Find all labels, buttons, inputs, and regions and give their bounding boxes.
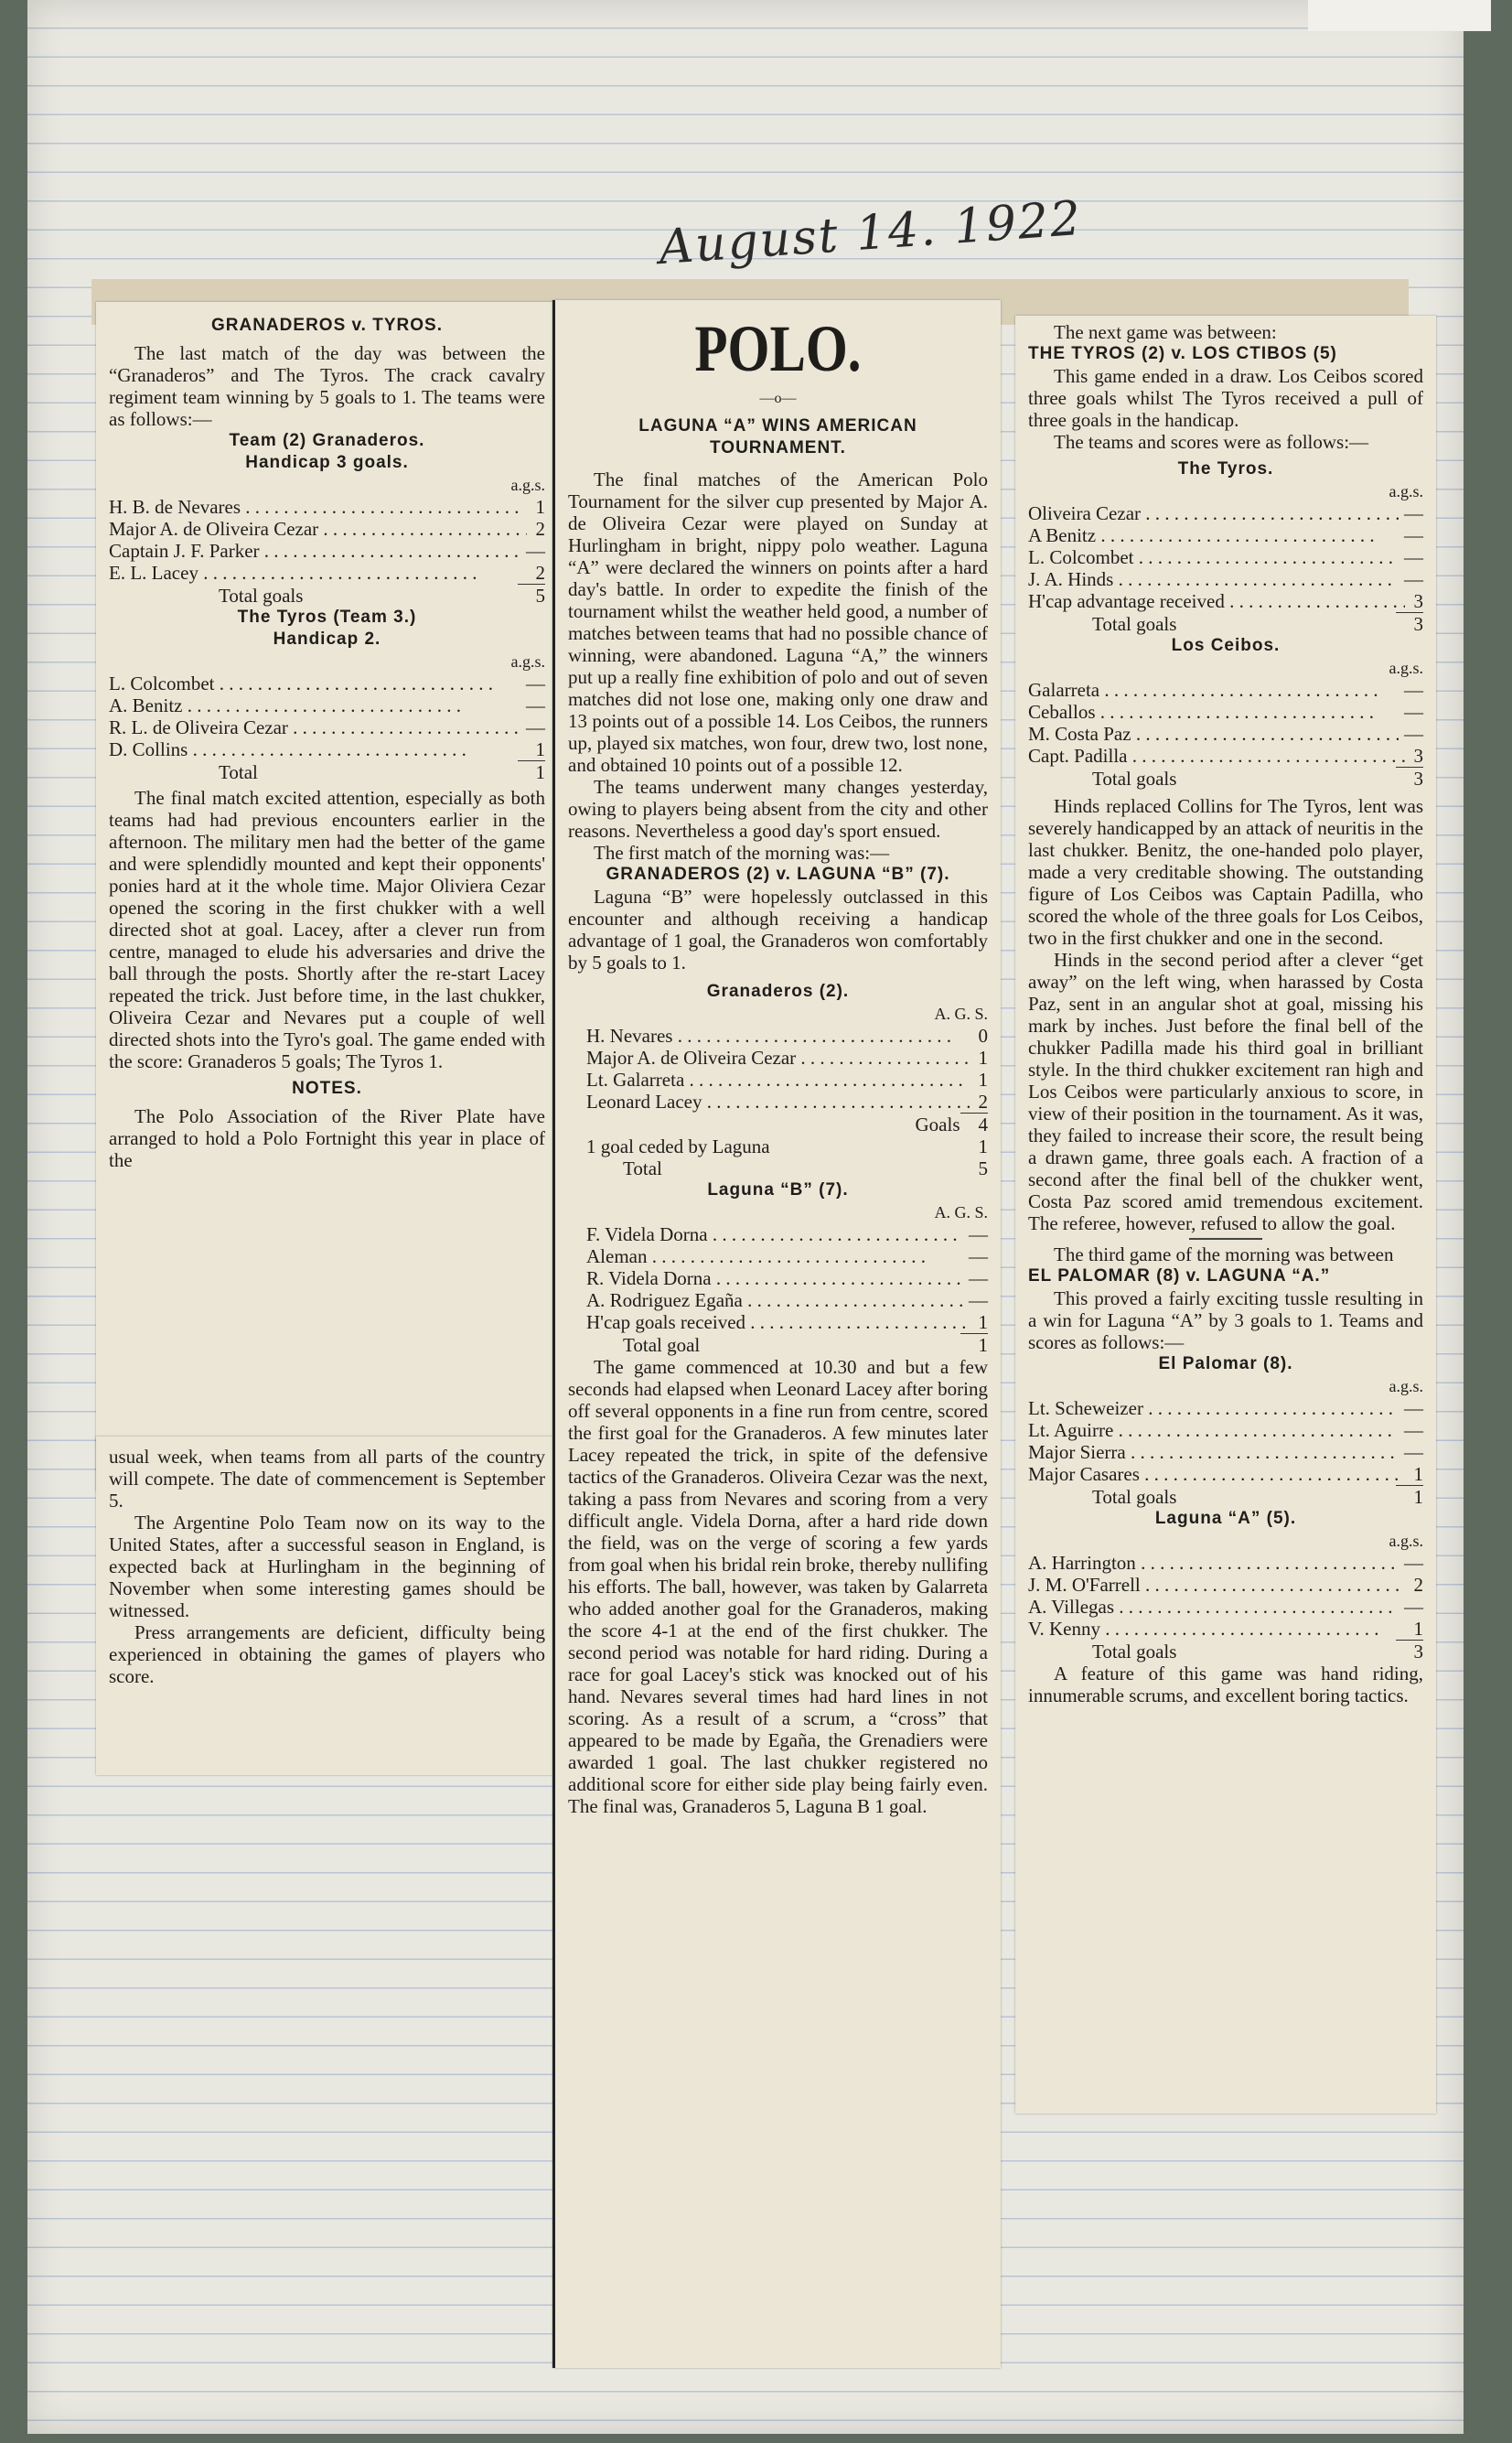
- player-score: —: [526, 673, 545, 694]
- player-score: —: [969, 1289, 988, 1311]
- player-row: [586, 1069, 988, 1091]
- player-name: Major A. de Oliveira Cezar . . .: [586, 1047, 970, 1069]
- total-row: [109, 761, 545, 783]
- player-score: 1: [978, 1311, 988, 1333]
- player-name: D. Collins . . .: [109, 738, 527, 760]
- total-label: Total: [219, 761, 258, 783]
- player-list: [109, 496, 545, 584]
- ceded-row: [568, 1135, 988, 1157]
- team-title: Los Ceibos.: [1171, 636, 1281, 655]
- player-name: R. Videla Dorna . . .: [586, 1267, 963, 1289]
- total-row: [1028, 1641, 1423, 1663]
- notes-paragraph: The Argentine Polo Team now on its way to the United States, after a successful season in England, is expected back at Hurlingham in the beginning of November when some interesting games should be witnessed.: [109, 1512, 545, 1621]
- notes-paragraph: The Polo Association of the River Plate have arranged to hold a Polo Fortnight this year in place of the: [109, 1105, 545, 1171]
- player-row: [586, 1025, 988, 1047]
- left-intro: The last match of the day was between the “Granaderos” and The Tyros. The crack cavalry regiment team winning by 5 goals to 1. The teams were as follows:—: [109, 342, 545, 430]
- player-score: —: [1404, 502, 1423, 524]
- team-title: Granaderos (2).: [706, 982, 850, 1001]
- ags-label: a.g.s.: [1389, 1377, 1423, 1395]
- player-row: [109, 738, 545, 760]
- article-paragraph: The next game was between:: [1054, 321, 1277, 343]
- ornament: —o—: [759, 391, 797, 406]
- total-label: Total goals: [1092, 768, 1177, 790]
- player-name: Major A. de Oliveira Cezar . . .: [109, 518, 527, 540]
- ags-label: a.g.s.: [1389, 659, 1423, 677]
- player-list: [1028, 1397, 1423, 1485]
- player-score: —: [1404, 701, 1423, 723]
- player-name: Lt. Scheweizer . . .: [1028, 1397, 1399, 1419]
- player-score: —: [1404, 1419, 1423, 1441]
- article-paragraph: The final matches of the American Polo Tournament for the silver cup presented by Major A. de Oliveira Cezar were played on Sunday at Hurlingham in bright, nippy polo weather. Laguna “A” were declared the winners on points after a hard day's battle. In order to expedite the finish of the tournament whilst the weather held good, a number of matches between teams that had no possible chance of winning, were abandoned. Laguna “A,” the winners put up a really fine exhibition of polo and out of seven matches did not lose one, making only one draw and 13 points out of a possible 14. Los Ceibos, the runners up, played six matches, won four, drew two, lost none, and obtained 10 points out of a possible 12.: [568, 468, 988, 776]
- player-name: A. Villegas . . .: [1028, 1596, 1399, 1618]
- player-score: —: [969, 1245, 988, 1267]
- player-score: 1: [978, 1047, 988, 1069]
- team-title: The Tyros (Team 3.): [237, 608, 417, 627]
- article-paragraph: The teams underwent many changes yesterday, owing to players being absent from the city and other reasons. Nevertheless a good day's sport ensued.: [568, 776, 988, 842]
- ags-label: a.g.s.: [1389, 482, 1423, 500]
- total-label: Total goals: [1092, 1486, 1177, 1508]
- player-row: [586, 1289, 988, 1311]
- player-row: [109, 540, 545, 562]
- player-name: Oliveira Cezar . . .: [1028, 502, 1399, 524]
- player-name: H'cap goals received . . .: [586, 1311, 970, 1333]
- player-score: —: [1404, 1552, 1423, 1574]
- total-row: [1028, 613, 1423, 635]
- player-name: Major Casares . . .: [1028, 1463, 1405, 1485]
- left-title: GRANADEROS v. TYROS.: [211, 316, 443, 335]
- player-score: 2: [1413, 1574, 1423, 1596]
- total-row: [1028, 1486, 1423, 1508]
- player-score: —: [1404, 546, 1423, 568]
- player-row: [109, 496, 545, 518]
- player-score: —: [1404, 568, 1423, 590]
- article-paragraph: The teams and scores were as follows:—: [1054, 431, 1369, 453]
- player-list: [1028, 1552, 1423, 1640]
- player-row: [1028, 745, 1423, 767]
- article-paragraph: This proved a fairly exciting tussle resulting in a win for Laguna “A” by 3 goals to 1. Teams and scores as follows:—: [1028, 1287, 1423, 1353]
- player-score: 3: [1413, 590, 1423, 612]
- player-list: [568, 1025, 988, 1113]
- player-name: H. Nevares . . .: [586, 1025, 970, 1047]
- player-name: E. L. Lacey . . .: [109, 562, 527, 584]
- player-name: J. M. O'Farrell . . .: [1028, 1574, 1405, 1596]
- goals-label: Goals: [915, 1114, 960, 1135]
- total-row: [568, 1334, 988, 1356]
- left-clipping: [96, 302, 558, 1491]
- player-row: [586, 1267, 988, 1289]
- player-row: [1028, 1419, 1423, 1441]
- player-score: —: [1404, 723, 1423, 745]
- player-score: —: [526, 716, 545, 738]
- ceded-value: 1: [978, 1135, 988, 1157]
- match-title: GRANADEROS (2) v. LAGUNA “B” (7).: [606, 865, 950, 884]
- headline: LAGUNA “A” WINS AMERICAN TOURNAMENT.: [638, 416, 917, 457]
- player-list: [1028, 679, 1423, 767]
- player-score: —: [1404, 1397, 1423, 1419]
- player-score: 0: [978, 1025, 988, 1047]
- total-label: Total goals: [1092, 613, 1177, 635]
- notes-paragraph: Press arrangements are deficient, difficulty being experienced in obtaining the games of players who score.: [109, 1621, 545, 1687]
- player-list: [109, 673, 545, 760]
- player-row: [1028, 1552, 1423, 1574]
- player-name: Major Sierra . . .: [1028, 1441, 1399, 1463]
- player-score: 1: [535, 738, 545, 760]
- total-label: Total goals: [1092, 1641, 1177, 1663]
- player-score: 2: [535, 518, 545, 540]
- ags-label: A. G. S.: [934, 1005, 988, 1023]
- article-paragraph: Hinds replaced Collins for The Tyros, lent was severely handicapped by an attack of neuritis in the last chukker. Benitz, the one-handed polo player, made a very creditable showing. The outstanding figure of Los Ceibos was Captain Padilla, who scored the whole of the three goals for Los Ceibos, two in the first chukker and one in the second.: [1028, 795, 1423, 949]
- player-name: A. Harrington . . .: [1028, 1552, 1399, 1574]
- player-row: [586, 1223, 988, 1245]
- player-name: L. Colcombet . . .: [109, 673, 520, 694]
- total-row: [109, 585, 545, 607]
- team-title: Laguna “A” (5).: [1154, 1509, 1297, 1528]
- player-name: Ceballos . . .: [1028, 701, 1399, 723]
- player-score: —: [1404, 1441, 1423, 1463]
- total-value: 3: [1413, 613, 1423, 635]
- player-name: A Benitz . . .: [1028, 524, 1399, 546]
- total-value: 1: [1413, 1486, 1423, 1508]
- total-label: Total: [623, 1157, 662, 1179]
- total-row: [568, 1157, 988, 1179]
- divider: [1189, 1238, 1262, 1240]
- page-tab: [1308, 0, 1491, 31]
- player-name: Aleman . . .: [586, 1245, 963, 1267]
- player-list: [568, 1223, 988, 1333]
- player-row: [1028, 1441, 1423, 1463]
- player-score: —: [526, 694, 545, 716]
- team-title: The Tyros.: [1177, 459, 1274, 479]
- total-label: Total goal: [623, 1334, 701, 1356]
- player-name: J. A. Hinds . . .: [1028, 568, 1399, 590]
- player-row: [109, 673, 545, 694]
- player-row: [1028, 679, 1423, 701]
- notes-title: NOTES.: [292, 1079, 362, 1098]
- player-row: [1028, 1463, 1423, 1485]
- player-score: —: [1404, 1596, 1423, 1618]
- ags-label: a.g.s.: [1389, 1532, 1423, 1550]
- player-name: Lt. Galarreta . . .: [586, 1069, 970, 1091]
- notes-paragraph: usual week, when teams from all parts of the country will compete. The date of commencement is September 5.: [109, 1446, 545, 1512]
- ags-label: A. G. S.: [934, 1203, 988, 1222]
- left-notes-clipping: [96, 1437, 558, 1775]
- player-row: [1028, 1618, 1423, 1640]
- player-name: Galarreta . . .: [1028, 679, 1399, 701]
- player-name: A. Rodriguez Egaña . . .: [586, 1289, 963, 1311]
- right-clipping: [1015, 316, 1436, 2114]
- player-row: [1028, 502, 1423, 524]
- article-paragraph: The game commenced at 10.30 and but a few seconds had elapsed when Leonard Lacey after boring off several opponents in a fine run from centre, scored the first goal for the Granaderos. A few minutes later Lacey repeated the trick, in spite of the defensive tactics of the Granaderos. Oliveira Cezar was the next, taking a pass from Nevares and scoring from a very difficult angle. Videla Dorna, after a hard ride down the field, was on the verge of scoring a few yards from goal when his bridal rein broke, thereby nullifing his efforts. The ball, however, was taken by Galarreta who added another goal for the Granaderos, making the score 4-1 at the end of the first chukker. The second period was notable for hard riding. During a race for goal Lacey's stick was knocked out of his hand. Nevares several times had hard lines in not scoring. As a result of a scrum, a “cross” that appeared to be made by Egaña, the Grenadiers were awarded 1 goal. The last chukker registered no additional score for either side play being fairly even. The final was, Granaderos 5, Laguna B 1 goal.: [568, 1356, 988, 1817]
- player-score: —: [969, 1267, 988, 1289]
- article-paragraph: This game ended in a draw. Los Ceibos scored three goals whilst The Tyros received a pull of three goals in the handicap.: [1028, 365, 1423, 431]
- player-score: —: [1404, 524, 1423, 546]
- article-paragraph: Laguna “B” were hopelessly outclassed in this encounter and although receiving a handicap advantage of 1 goal, the Granaderos won comfortably by 5 goals to 1.: [568, 886, 988, 974]
- player-name: Leonard Lacey . . .: [586, 1091, 970, 1113]
- team-handicap: Handicap 3 goals.: [245, 453, 409, 472]
- player-row: [1028, 590, 1423, 612]
- total-value: 1: [535, 761, 545, 783]
- total-value: 5: [535, 585, 545, 607]
- player-row: [1028, 1397, 1423, 1419]
- article-paragraph: A feature of this game was hand riding, innumerable scrums, and excellent boring tactics.: [1028, 1663, 1423, 1706]
- player-score: 1: [1413, 1618, 1423, 1640]
- player-row: [1028, 701, 1423, 723]
- player-row: [586, 1311, 988, 1333]
- player-row: [1028, 1596, 1423, 1618]
- player-name: A. Benitz . . .: [109, 694, 520, 716]
- player-name: Lt. Aguirre . . .: [1028, 1419, 1399, 1441]
- ceded-label: 1 goal ceded by Laguna: [586, 1135, 770, 1157]
- ags-label: a.g.s.: [510, 476, 545, 494]
- player-row: [586, 1047, 988, 1069]
- match-title: EL PALOMAR (8) v. LAGUNA “A.”: [1028, 1266, 1331, 1286]
- player-row: [109, 694, 545, 716]
- player-name: R. L. de Oliveira Cezar . . .: [109, 716, 520, 738]
- article-paragraph: Hinds in the second period after a clever “get away” on the left wing, when harassed by Costa Paz, sent in an angular shot at goal, missing his mark by inches. Just before the final bell of the chukker Padilla made his third goal in brilliant style. In the third chukker excitement ran high and Los Ceibos were particularly anxious to score, in view of their position in the tournament. As it was, they failed to increase their score, the result being a drawn game, three goals each. A fraction of a second after the final bell of the chukker went, Costa Paz scored amid tremendous excitement. The referee, however, refused to allow the goal.: [1028, 949, 1423, 1234]
- total-row: [1028, 768, 1423, 790]
- player-score: 1: [1413, 1463, 1423, 1485]
- team-title: Laguna “B” (7).: [707, 1180, 849, 1200]
- player-score: 1: [535, 496, 545, 518]
- team-handicap: Handicap 2.: [273, 630, 381, 649]
- player-row: [1028, 1574, 1423, 1596]
- player-name: V. Kenny . . .: [1028, 1618, 1405, 1640]
- player-row: [1028, 723, 1423, 745]
- article-paragraph: The first match of the morning was:—: [594, 842, 890, 864]
- player-score: —: [969, 1223, 988, 1245]
- player-row: [1028, 546, 1423, 568]
- middle-clipping: [552, 300, 1001, 2368]
- player-row: [109, 716, 545, 738]
- player-score: —: [1404, 679, 1423, 701]
- match-report: The final match excited attention, especially as both teams had had previous encounters earlier in the afternoon. The military men had the better of the game and were splendidly mounted and kept their opponents' ponies hard at it the whole time. Major Oliviera Cezar opened the scoring in the first chukker with a well directed shot at goal. Lacey, after a clever run from centre, managed to elude his adversaries and drive the ball through the posts. Shortly after the re-start Lacey repeated the trick. Just before time, in the last chukker, Oliveira Cezar and Nevares put a couple of well directed shots into the Tyro's goal. The game ended with the score: Granaderos 5 goals; The Tyros 1.: [109, 787, 545, 1072]
- player-score: —: [526, 540, 545, 562]
- player-name: L. Colcombet . . .: [1028, 546, 1399, 568]
- ags-label: a.g.s.: [510, 652, 545, 671]
- player-name: M. Costa Paz . . .: [1028, 723, 1399, 745]
- total-value: 5: [978, 1157, 988, 1179]
- total-value: 3: [1413, 768, 1423, 790]
- article-paragraph: The third game of the morning was between: [1054, 1243, 1394, 1265]
- player-row: [1028, 524, 1423, 546]
- handwritten-date: August 14. 1922: [657, 190, 1085, 276]
- player-score: 2: [978, 1091, 988, 1113]
- goals-row: [568, 1114, 988, 1135]
- scrapbook-page: [27, 0, 1464, 2434]
- player-row: [109, 562, 545, 584]
- player-name: Capt. Padilla . . .: [1028, 745, 1405, 767]
- team-title: Team (2) Granaderos.: [229, 431, 425, 450]
- player-name: H. B. de Nevares . . .: [109, 496, 527, 518]
- total-label: Total goals: [219, 585, 304, 607]
- player-name: H'cap advantage received . . .: [1028, 590, 1405, 612]
- player-list: [1028, 502, 1423, 612]
- player-score: 2: [535, 562, 545, 584]
- total-value: 1: [978, 1334, 988, 1356]
- total-value: 3: [1413, 1641, 1423, 1663]
- player-score: 3: [1413, 745, 1423, 767]
- match-title: THE TYROS (2) v. LOS CTIBOS (5): [1028, 344, 1337, 363]
- player-name: F. Videla Dorna . . .: [586, 1223, 963, 1245]
- player-row: [1028, 568, 1423, 590]
- masthead: POLO.: [694, 312, 862, 385]
- goals-value: 4: [978, 1114, 988, 1135]
- player-row: [586, 1091, 988, 1113]
- player-score: 1: [978, 1069, 988, 1091]
- player-row: [586, 1245, 988, 1267]
- team-title: El Palomar (8).: [1158, 1354, 1293, 1373]
- player-name: Captain J. F. Parker . . .: [109, 540, 520, 562]
- player-row: [109, 518, 545, 540]
